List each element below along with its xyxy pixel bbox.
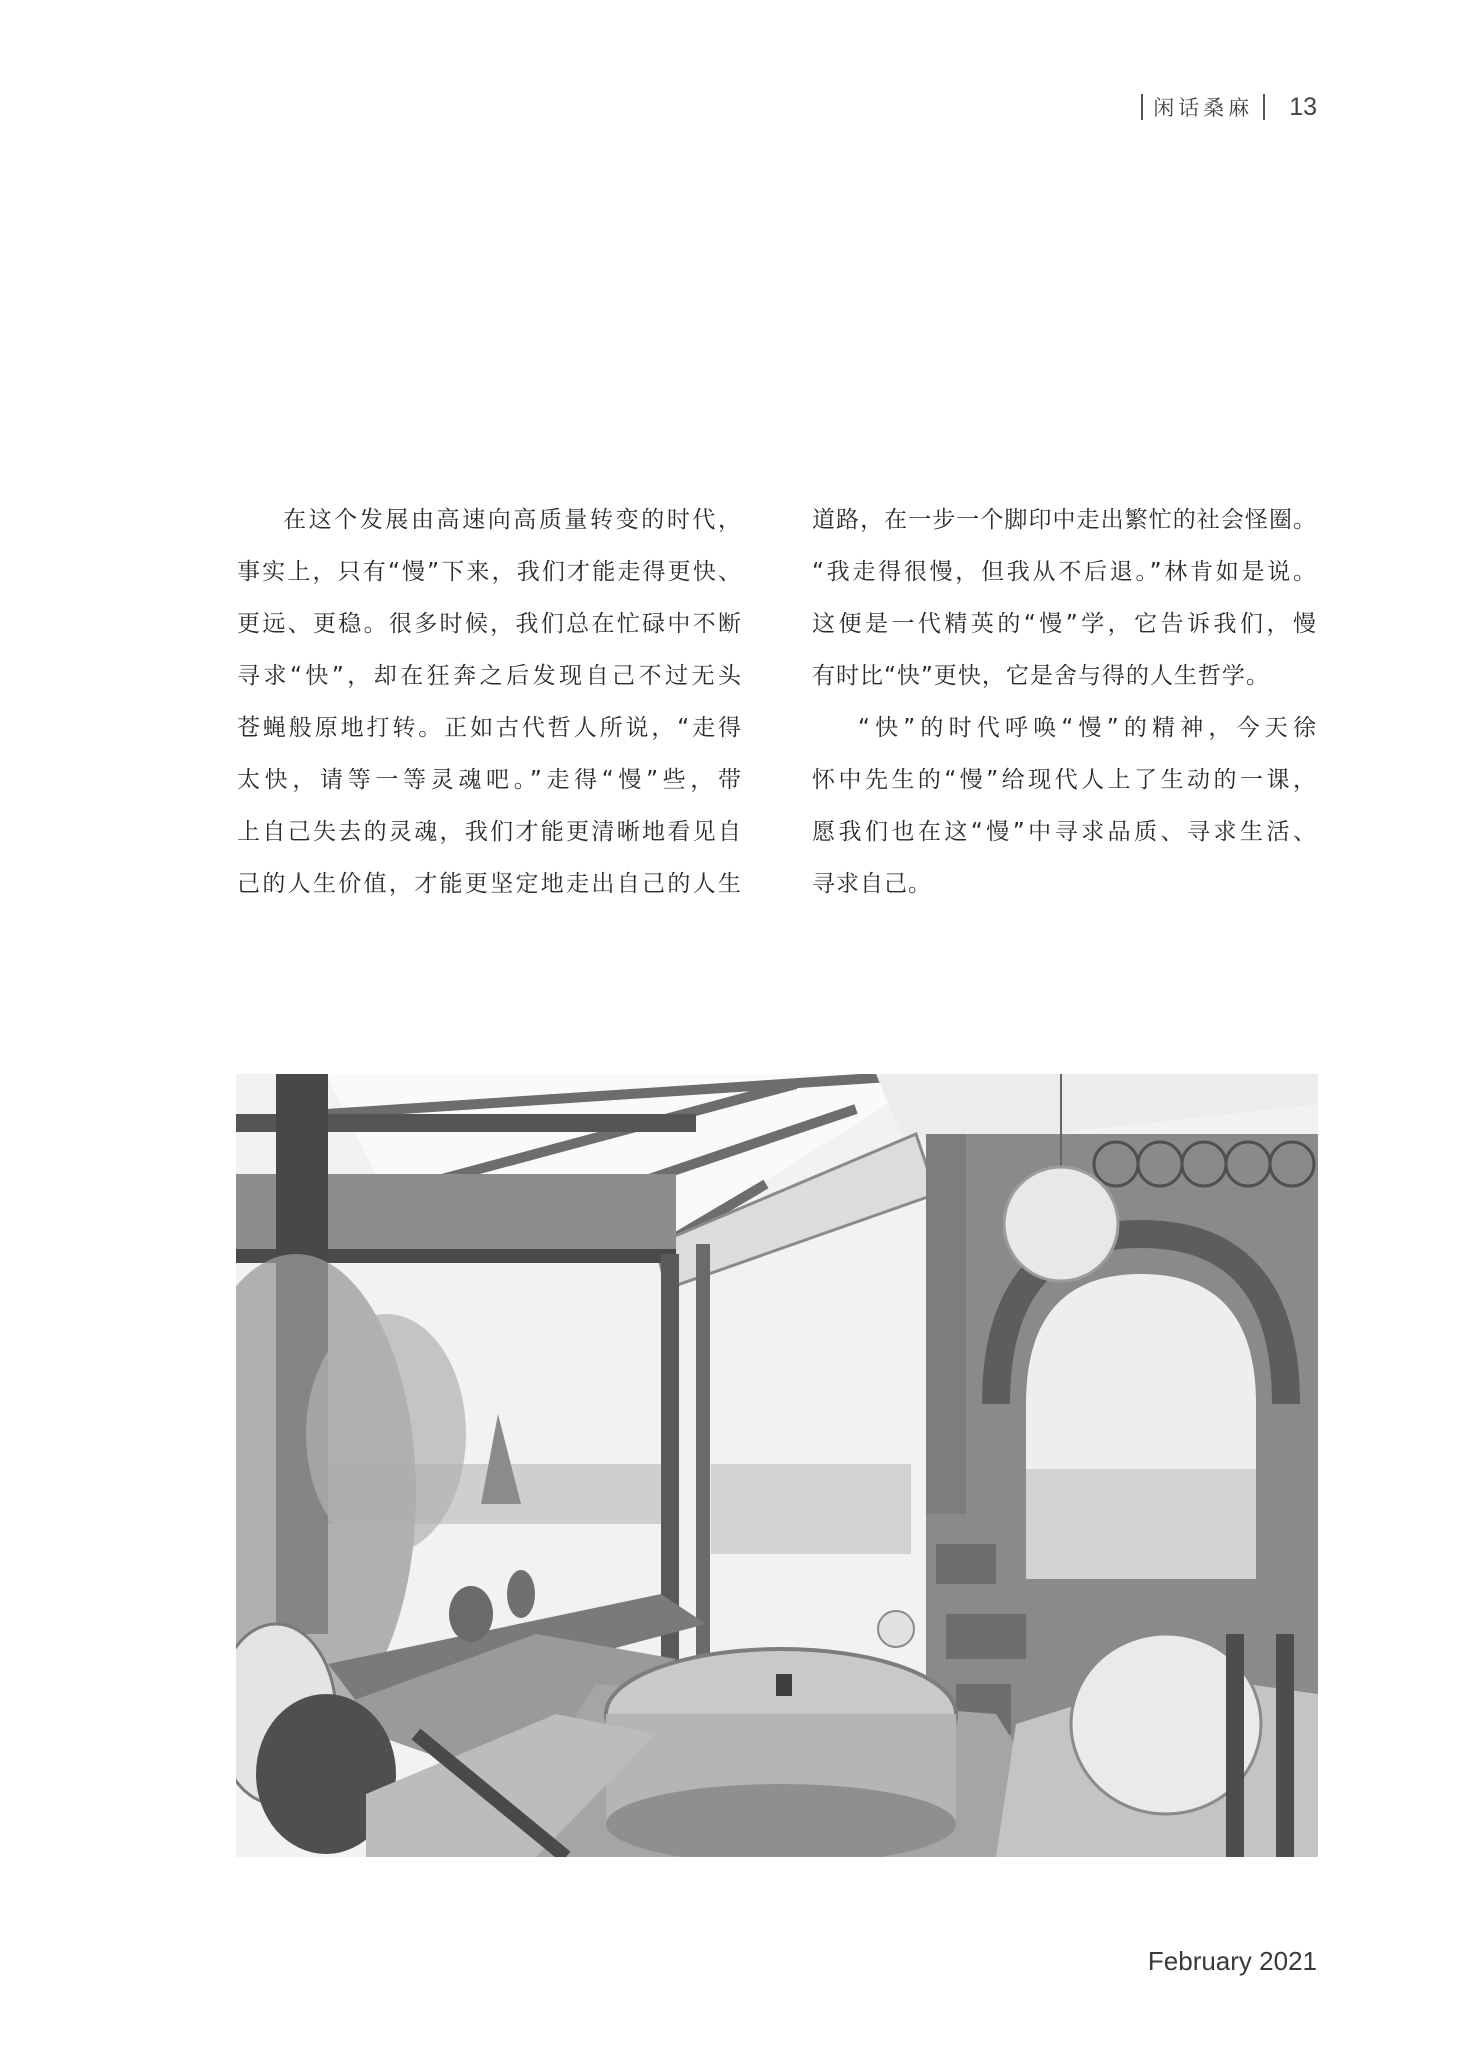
text-line: 事实上，只有“慢”下来，我们才能走得更快、 [237, 559, 742, 585]
header-divider-left [1141, 94, 1143, 120]
page-number: 13 [1289, 92, 1317, 121]
text-line: 上自己失去的灵魂，我们才能更清晰地看见自 [237, 819, 742, 845]
text-line: 道路，在一步一个脚印中走出繁忙的社会怪圈。 [812, 507, 1317, 533]
text-line: 怀中先生的“慢”给现代人上了生动的一课， [812, 767, 1317, 793]
text-line: 苍蝇般原地打转。正如古代哲人所说，“走得 [237, 715, 742, 741]
article-column-left [237, 494, 742, 910]
text-line: 寻求“快”，却在狂奔之后发现自己不过无头 [237, 663, 742, 689]
text-line: 有时比“快”更快，它是舍与得的人生哲学。 [812, 663, 1270, 689]
text-line: “快”的时代呼唤“慢”的精神，今天徐 [858, 715, 1317, 741]
article-body [237, 494, 1317, 910]
text-line: 太快，请等一等灵魂吧。”走得“慢”些，带 [237, 767, 742, 793]
text-line: 在这个发展由高速向高质量转变的时代， [283, 507, 742, 533]
text-line: 寻求自己。 [812, 871, 932, 897]
photo-illustration [236, 1074, 1318, 1857]
text-line: 己的人生价值，才能更坚定地走出自己的人生 [237, 871, 742, 897]
text-line: 更远、更稳。很多时候，我们总在忙碌中不断 [237, 611, 742, 637]
text-line: 这便是一代精英的“慢”学，它告诉我们，慢 [812, 611, 1317, 637]
article-column-right [812, 494, 1317, 910]
section-title: 闲话桑麻 [1153, 96, 1254, 120]
header-divider-right [1263, 94, 1265, 120]
issue-date: February 2021 [1147, 1946, 1317, 1976]
text-line: 愿我们也在这“慢”中寻求品质、寻求生活、 [812, 819, 1317, 845]
running-header [1131, 92, 1317, 122]
text-line: “我走得很慢，但我从不后退。”林肯如是说。 [812, 559, 1317, 585]
sunroom-photo [236, 1074, 1318, 1857]
